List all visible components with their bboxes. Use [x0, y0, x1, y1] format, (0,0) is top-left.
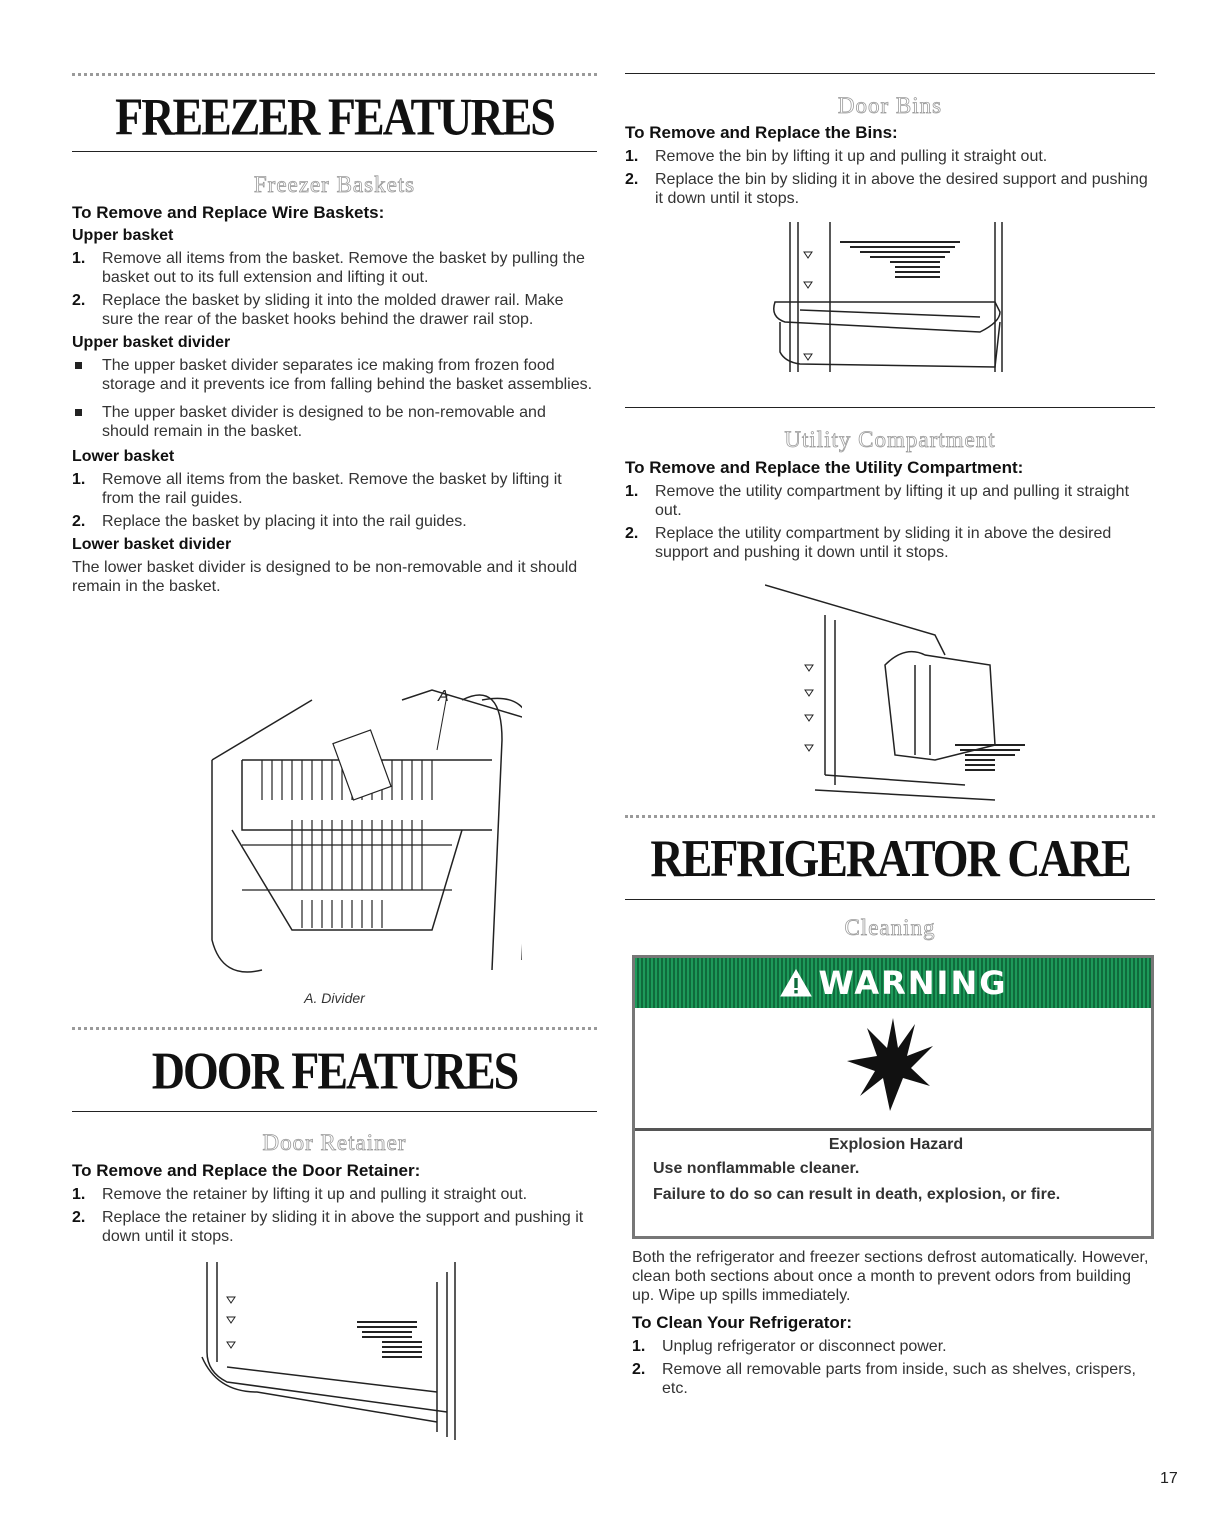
list-item: 2. Replace the retainer by sliding it in above the support and pushing it down until it stops.: [72, 1209, 584, 1245]
list-item: 1. Remove the utility compartment by lifting it up and pulling it straight out.: [625, 483, 1130, 519]
page-number: 17: [1160, 1470, 1178, 1487]
freezer-basket-illustration: [202, 680, 522, 980]
list-item: 1. Remove the retainer by lifting it up and pulling it straight out.: [72, 1186, 528, 1203]
list-item: 2. Replace the basket by sliding it into the molded drawer rail. Make sure the rear of the basket hooks behind the drawer rail stop.: [72, 292, 564, 328]
utility-steps: [625, 482, 1155, 562]
list-item: The upper basket divider separates ice making from frozen food storage and it prevents ice from falling behind the basket assemblies.: [72, 356, 597, 394]
list-item: 2. Replace the utility compartment by sliding it in above the desired support and pushing it down until it stops.: [625, 525, 1112, 561]
list-item: 2. Remove all removable parts from inside, such as shelves, crispers, etc.: [632, 1361, 1136, 1397]
list-item: 1. Unplug refrigerator or disconnect power.: [632, 1338, 947, 1355]
defrost-paragraph: Both the refrigerator and freezer sections defrost automatically. However, clean both sections about once a month to prevent odors from building up. Wipe up spills immediately.: [632, 1249, 1149, 1304]
lower-divider-heading: Lower basket divider: [72, 536, 232, 553]
freezer-features-title: FREEZER FEATURES: [115, 87, 554, 146]
utility-section: [625, 457, 1155, 566]
warning-divider: [635, 1128, 1151, 1131]
door-retainer-subtitle: Door Retainer: [262, 1130, 407, 1155]
upper-basket-heading: Upper basket: [72, 227, 174, 244]
lower-divider-text: The lower basket divider is designed to be non-removable and it should remain in the basket.: [72, 559, 578, 595]
hazard-line-2: Failure to do so can result in death, explosion, or fire.: [653, 1186, 1061, 1203]
refrigerator-care-title: REFRIGERATOR CARE: [650, 829, 1130, 888]
warning-text: [653, 1136, 1139, 1212]
door-title-underline: [72, 1111, 597, 1112]
utility-procedure-title: To Remove and Replace the Utility Compartment:: [625, 458, 1024, 477]
clean-procedure-title: To Clean Your Refrigerator:: [632, 1313, 853, 1332]
utility-subtitle: Utility Compartment: [784, 427, 996, 452]
bins-section: [625, 122, 1155, 212]
bins-steps: [625, 147, 1155, 208]
divider-bullets: [72, 356, 597, 441]
explosion-icon: [845, 1016, 935, 1116]
retainer-section: [72, 1160, 597, 1250]
title-underline: [72, 151, 597, 152]
utility-top-rule: [625, 407, 1155, 408]
bullet-icon: [75, 362, 82, 369]
door-bins-subtitle: Door Bins: [837, 93, 943, 118]
door-retainer-illustration: [197, 1262, 477, 1442]
upper-basket-steps: [72, 249, 597, 329]
warning-word: WARNING: [818, 964, 1008, 1002]
hazard-title: Explosion Hazard: [828, 1136, 964, 1153]
list-item: 1. Remove the bin by lifting it up and pulling it straight out.: [625, 148, 1048, 165]
top-rule: [72, 73, 597, 76]
baskets-section: [72, 202, 597, 596]
upper-divider-heading: Upper basket divider: [72, 334, 231, 351]
care-top-rule: [625, 815, 1155, 818]
lower-basket-heading: Lower basket: [72, 448, 175, 465]
figure-caption: A. Divider: [304, 990, 365, 1006]
utility-compartment-illustration: [765, 575, 1045, 805]
cleaning-subtitle: Cleaning: [844, 915, 936, 940]
retainer-procedure-title: To Remove and Replace the Door Retainer:: [72, 1161, 421, 1180]
hazard-line-1: Use nonflammable cleaner.: [653, 1160, 860, 1177]
cleaning-section: [632, 1248, 1154, 1402]
list-item: 1. Remove all items from the basket. Remove the basket by lifting it from the rail guides.: [72, 471, 562, 507]
lower-basket-steps: [72, 470, 597, 531]
list-item: 1. Remove all items from the basket. Remove the basket by pulling the basket out to its full extension and lifting it out.: [72, 250, 585, 286]
care-title-underline: [625, 899, 1155, 900]
warning-box: [632, 955, 1154, 1239]
door-top-rule: [72, 1027, 597, 1030]
warning-header: [635, 958, 1151, 1008]
bullet-icon: [75, 409, 82, 416]
bins-top-rule: [625, 73, 1155, 74]
list-item: The upper basket divider is designed to be non-removable and should remain in the basket.: [72, 403, 597, 441]
door-bin-illustration: [770, 222, 1010, 372]
retainer-steps: [72, 1185, 597, 1246]
callout-letter: A: [438, 688, 449, 705]
clean-steps: [632, 1337, 1154, 1398]
bins-procedure-title: To Remove and Replace the Bins:: [625, 123, 898, 142]
freezer-baskets-subtitle: Freezer Baskets: [253, 172, 416, 197]
list-item: 2. Replace the basket by placing it into the rail guides.: [72, 513, 467, 530]
warning-triangle-icon: [779, 968, 813, 998]
baskets-procedure-title: To Remove and Replace Wire Baskets:: [72, 203, 385, 222]
door-features-title: DOOR FEATURES: [151, 1041, 518, 1100]
list-item: 2. Replace the bin by sliding it in above the desired support and pushing it down until it stops.: [625, 171, 1148, 207]
